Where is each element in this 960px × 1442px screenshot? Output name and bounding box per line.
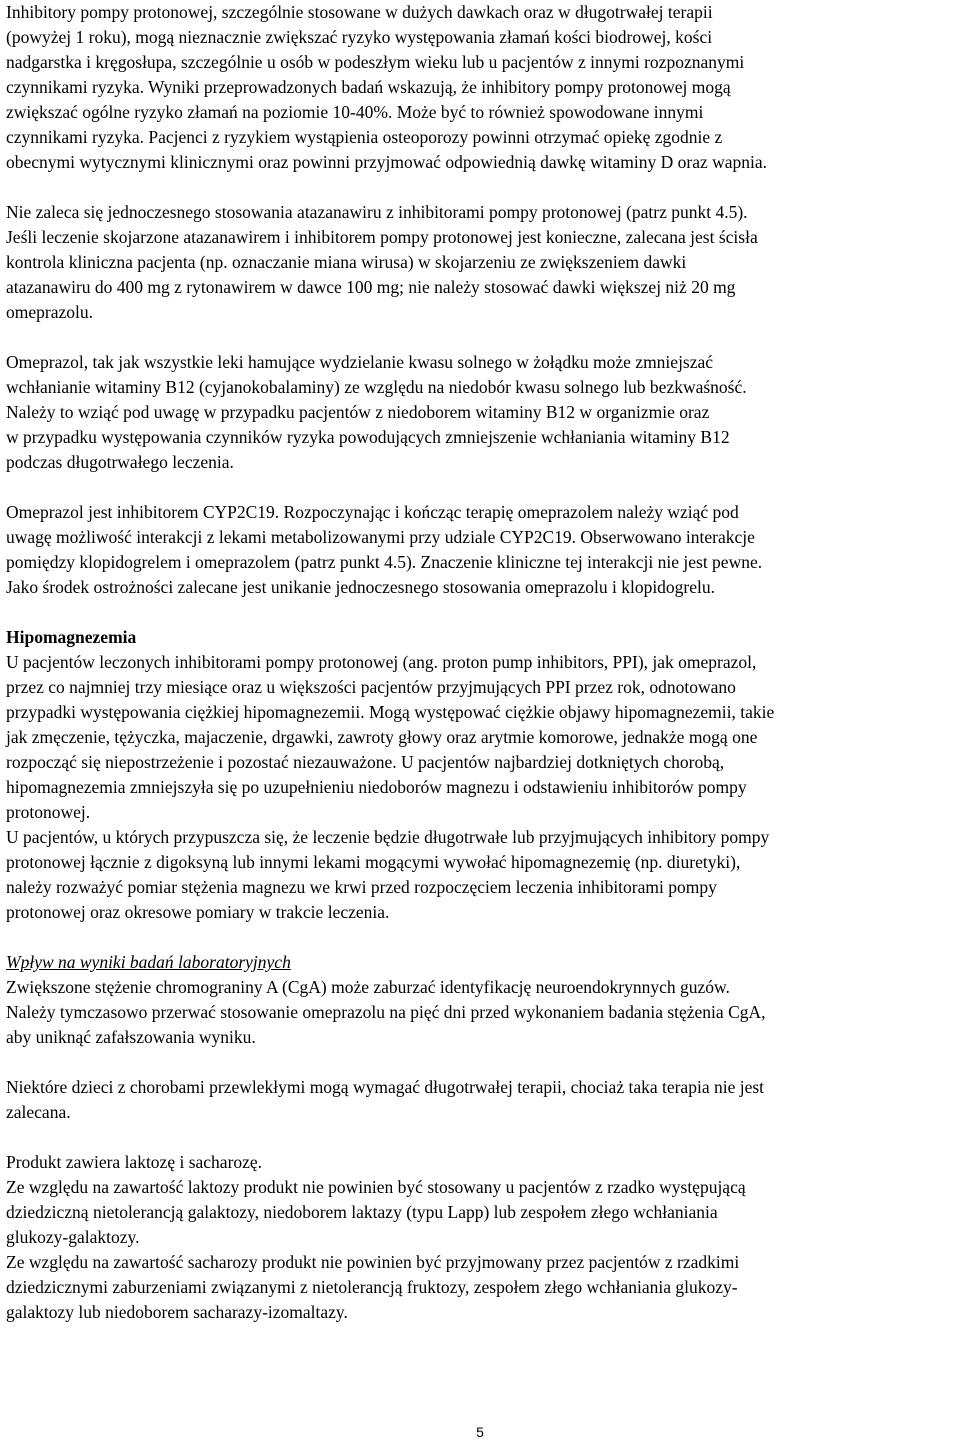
paragraph-fracture-risk [6,0,954,175]
text-line: Omeprazol, tak jak wszystkie leki hamujące wydzielanie kwasu solnego w żołądku może zmniejszać [6,352,714,372]
paragraph-hypomagnesemia [6,650,954,825]
section-heading-hypomagnesemia: Hipomagnezemia [6,627,137,647]
text-line: należy rozważyć pomiar stężenia magnezu we krwi przed rozpoczęciem leczenia inhibitorami pompy [6,877,717,897]
text-line: w przypadku występowania czynników ryzyka powodujących zmniejszenie wchłaniania witaminy B12 [6,427,730,447]
text-line: Niektóre dzieci z chorobami przewlekłymi mogą wymagać długotrwałej terapii, chociaż taka terapia nie jest [6,1077,765,1097]
text-line: Jeśli leczenie skojarzone atazanawirem i inhibitorem pompy protonowej jest konieczne, zalecana jest ścisła [6,227,758,247]
paragraph-magnesium-monitoring [6,825,954,925]
text-line: Produkt zawiera laktozę i sacharozę. [6,1152,263,1172]
text-line: przypadki występowania ciężkiej hipomagnezemii. Mogą występować ciężkie objawy hipomagnezemii, takie [6,702,775,722]
text-line: protonowej oraz okresowe pomiary w trakcie leczenia. [6,902,390,922]
text-line: protonowej łącznie z digoksyną lub innymi lekami mogącymi wywołać hipomagnezemię (np. diuretyki), [6,852,741,872]
text-line: Należy tymczasowo przerwać stosowanie omeprazolu na pięć dni przed wykonaniem badania stężenia CgA, [6,1002,766,1022]
text-line: nadgarstka i kręgosłupa, szczególnie u osób w podeszłym wieku lub u pacjentów z innymi rozpoznanymi [6,52,745,72]
document-page [6,0,954,1325]
text-line: zalecana. [6,1102,71,1122]
text-line: uwagę możliwość interakcji z lekami metabolizowanymi przy udziale CYP2C19. Obserwowano interakcje [6,527,755,547]
text-line: rozpocząć się niepostrzeżenie i pozostać niezauważone. U pacjentów najbardziej dotkniętych chorobą, [6,752,725,772]
text-line: Ze względu na zawartość laktozy produkt nie powinien być stosowany u pacjentów z rzadko występującą [6,1177,746,1197]
text-line: U pacjentów leczonych inhibitorami pompy protonowej (ang. proton pump inhibitors, PPI), jak omeprazol, [6,652,757,672]
paragraph-chromogranin [6,975,954,1050]
text-line: czynnikami ryzyka. Pacjenci z ryzykiem wystąpienia osteoporozy powinni otrzymać opiekę zgodnie z [6,127,723,147]
text-line: wchłanianie witaminy B12 (cyjanokobalaminy) ze względu na niedobór kwasu solnego lub bezkwaśność. [6,377,747,397]
text-line: aby uniknąć zafałszowania wyniku. [6,1027,256,1047]
text-line: Należy to wziąć pod uwagę w przypadku pacjentów z niedoborem witaminy B12 w organizmie oraz [6,402,710,422]
text-line: galaktozy lub niedoborem sacharazy-izomaltazy. [6,1302,348,1322]
text-line: Inhibitory pompy protonowej, szczególnie stosowane w dużych dawkach oraz w długotrwałej terapii [6,2,713,22]
text-line: U pacjentów, u których przypuszcza się, że leczenie będzie długotrwałe lub przyjmujących inhibitory pompy [6,827,770,847]
text-line: dziedzicznymi zaburzeniami związanymi z nietolerancją fruktozy, zespołem złego wchłaniania glukozy- [6,1277,738,1297]
text-line: atazanawiru do 400 mg z rytonawirem w dawce 100 mg; nie należy stosować dawki większej niż 20 mg [6,277,736,297]
text-line: protonowej. [6,802,91,822]
paragraph-atazanavir [6,200,954,325]
text-line: glukozy-galaktozy. [6,1227,140,1247]
paragraph-children [6,1075,954,1125]
section-heading-lab-tests: Wpływ na wyniki badań laboratoryjnych [6,952,291,972]
text-line: dziedziczną nietolerancją galaktozy, niedoborem laktazy (typu Lapp) lub zespołem złego wchłaniania [6,1202,718,1222]
paragraph-vitamin-b12 [6,350,954,475]
text-line: zwiększać ogólne ryzyko złamań na poziomie 10-40%. Może być to również spowodowane innymi [6,102,704,122]
text-line: obecnymi wytycznymi klinicznymi oraz powinni przyjmować odpowiednią dawkę witaminy D oraz wapnia. [6,152,768,172]
text-line: hipomagnezemia zmniejszyła się po uzupełnieniu niedoborów magnezu i odstawieniu inhibitorów pompy [6,777,747,797]
text-line: Zwiększone stężenie chromograniny A (CgA) może zaburzać identyfikację neuroendokrynnych guzów. [6,977,730,997]
page-number: 5 [476,1424,484,1440]
text-line: Nie zaleca się jednoczesnego stosowania atazanawiru z inhibitorami pompy protonowej (patrz punkt 4.5). [6,202,748,222]
text-line: kontrola kliniczna pacjenta (np. oznaczanie miana wirusa) w skojarzeniu ze zwiększeniem dawki [6,252,687,272]
text-line: jak zmęczenie, tężyczka, majaczenie, drgawki, zawroty głowy oraz arytmie komorowe, jednakże mogą one [6,727,758,747]
text-line: Omeprazol jest inhibitorem CYP2C19. Rozpoczynając i kończąc terapię omeprazolem należy wziąć pod [6,502,739,522]
text-line: Jako środek ostrożności zalecane jest unikanie jednoczesnego stosowania omeprazolu i klopidogrelu. [6,577,716,597]
text-line: przez co najmniej trzy miesiące oraz u większości pacjentów przyjmujących PPI przez rok, odnotowano [6,677,736,697]
paragraph-excipients [6,1150,954,1325]
paragraph-cyp2c19 [6,500,954,600]
text-line: (powyżej 1 roku), mogą nieznacznie zwiększać ryzyko występowania złamań kości biodrowej, kości [6,27,713,47]
text-line: Ze względu na zawartość sacharozy produkt nie powinien być przyjmowany przez pacjentów z rzadkimi [6,1252,740,1272]
text-line: czynnikami ryzyka. Wyniki przeprowadzonych badań wskazują, że inhibitory pompy protonowej mogą [6,77,731,97]
text-line: omeprazolu. [6,302,93,322]
text-line: pomiędzy klopidogrelem i omeprazolem (patrz punkt 4.5). Znaczenie kliniczne tej interakcji nie jest pewne. [6,552,763,572]
text-line: podczas długotrwałego leczenia. [6,452,234,472]
